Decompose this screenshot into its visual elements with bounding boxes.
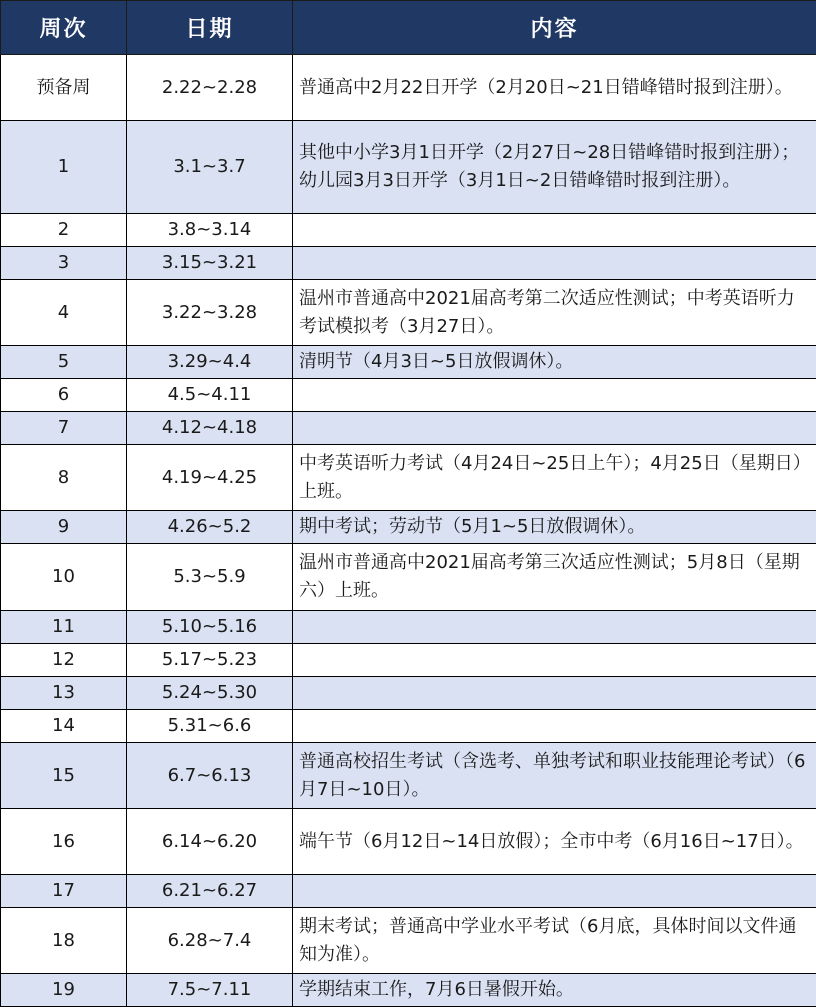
table-row [1, 511, 816, 544]
content-cell: 其他中小学3月1日开学（2月27日~28日错峰错时报到注册）；幼儿园3月3日开学（3月1日~2日错峰错时报到注册）。 [293, 121, 816, 214]
date-column-header: 日期 [127, 1, 293, 55]
week-cell: 13 [1, 677, 127, 710]
content-cell: 普通高中2月22日开学（2月20日~21日错峰错时报到注册）。 [293, 55, 816, 121]
week-cell: 预备周 [1, 55, 127, 121]
table-row [1, 677, 816, 710]
table-row [1, 611, 816, 644]
content-cell [293, 677, 816, 710]
content-cell [293, 710, 816, 743]
week-cell: 11 [1, 611, 127, 644]
date-cell: 5.10~5.16 [127, 611, 293, 644]
week-cell: 1 [1, 121, 127, 214]
table-row [1, 247, 816, 280]
header-row [1, 1, 816, 55]
week-cell: 9 [1, 511, 127, 544]
week-column-header: 周次 [1, 1, 127, 55]
table-row [1, 121, 816, 214]
week-cell: 2 [1, 214, 127, 247]
table-row [1, 214, 816, 247]
date-cell: 6.14~6.20 [127, 809, 293, 875]
content-cell [293, 875, 816, 908]
content-cell: 学期结束工作，7月6日暑假开始。 [293, 974, 816, 1007]
week-cell: 5 [1, 346, 127, 379]
table-row [1, 544, 816, 611]
table-row [1, 710, 816, 743]
content-cell: 端午节（6月12日~14日放假）；全市中考（6月16日~17日）。 [293, 809, 816, 875]
date-cell: 5.24~5.30 [127, 677, 293, 710]
table-row [1, 280, 816, 346]
content-cell: 期中考试；劳动节（5月1~5日放假调休）。 [293, 511, 816, 544]
week-cell: 4 [1, 280, 127, 346]
week-cell: 12 [1, 644, 127, 677]
date-cell: 3.29~4.4 [127, 346, 293, 379]
content-cell [293, 247, 816, 280]
week-cell: 3 [1, 247, 127, 280]
week-cell: 15 [1, 743, 127, 809]
table-row [1, 55, 816, 121]
date-cell: 6.28~7.4 [127, 908, 293, 974]
content-cell [293, 644, 816, 677]
date-cell: 6.21~6.27 [127, 875, 293, 908]
content-cell [293, 611, 816, 644]
date-cell: 4.26~5.2 [127, 511, 293, 544]
table-row [1, 908, 816, 974]
content-cell: 清明节（4月3日~5日放假调休）。 [293, 346, 816, 379]
table-row [1, 743, 816, 809]
week-cell: 19 [1, 974, 127, 1007]
content-cell [293, 412, 816, 445]
week-cell: 17 [1, 875, 127, 908]
date-cell: 3.8~3.14 [127, 214, 293, 247]
date-cell: 4.19~4.25 [127, 445, 293, 511]
week-cell: 14 [1, 710, 127, 743]
week-cell: 8 [1, 445, 127, 511]
table-row [1, 379, 816, 412]
content-cell: 温州市普通高中2021届高考第三次适应性测试；5月8日（星期六）上班。 [293, 544, 816, 611]
table-row [1, 445, 816, 511]
content-cell: 中考英语听力考试（4月24日~25日上午）；4月25日（星期日）上班。 [293, 445, 816, 511]
date-cell: 3.22~3.28 [127, 280, 293, 346]
content-column-header: 内容 [293, 1, 816, 55]
table-row [1, 809, 816, 875]
content-cell: 普通高校招生考试（含选考、单独考试和职业技能理论考试）（6月7日~10日）。 [293, 743, 816, 809]
content-cell: 温州市普通高中2021届高考第二次适应性测试；中考英语听力考试模拟考（3月27日）。 [293, 280, 816, 346]
week-cell: 7 [1, 412, 127, 445]
date-cell: 4.5~4.11 [127, 379, 293, 412]
date-cell: 6.7~6.13 [127, 743, 293, 809]
week-cell: 6 [1, 379, 127, 412]
table-row [1, 412, 816, 445]
content-cell: 期末考试；普通高中学业水平考试（6月底，具体时间以文件通知为准）。 [293, 908, 816, 974]
table-row [1, 974, 816, 1007]
date-cell: 2.22~2.28 [127, 55, 293, 121]
table-row [1, 875, 816, 908]
table-row [1, 346, 816, 379]
week-cell: 10 [1, 544, 127, 611]
date-cell: 3.15~3.21 [127, 247, 293, 280]
table-row [1, 644, 816, 677]
week-cell: 18 [1, 908, 127, 974]
date-cell: 5.17~5.23 [127, 644, 293, 677]
date-cell: 4.12~4.18 [127, 412, 293, 445]
date-cell: 5.3~5.9 [127, 544, 293, 611]
week-cell: 16 [1, 809, 127, 875]
content-cell [293, 379, 816, 412]
date-cell: 7.5~7.11 [127, 974, 293, 1007]
date-cell: 5.31~6.6 [127, 710, 293, 743]
date-cell: 3.1~3.7 [127, 121, 293, 214]
content-cell [293, 214, 816, 247]
